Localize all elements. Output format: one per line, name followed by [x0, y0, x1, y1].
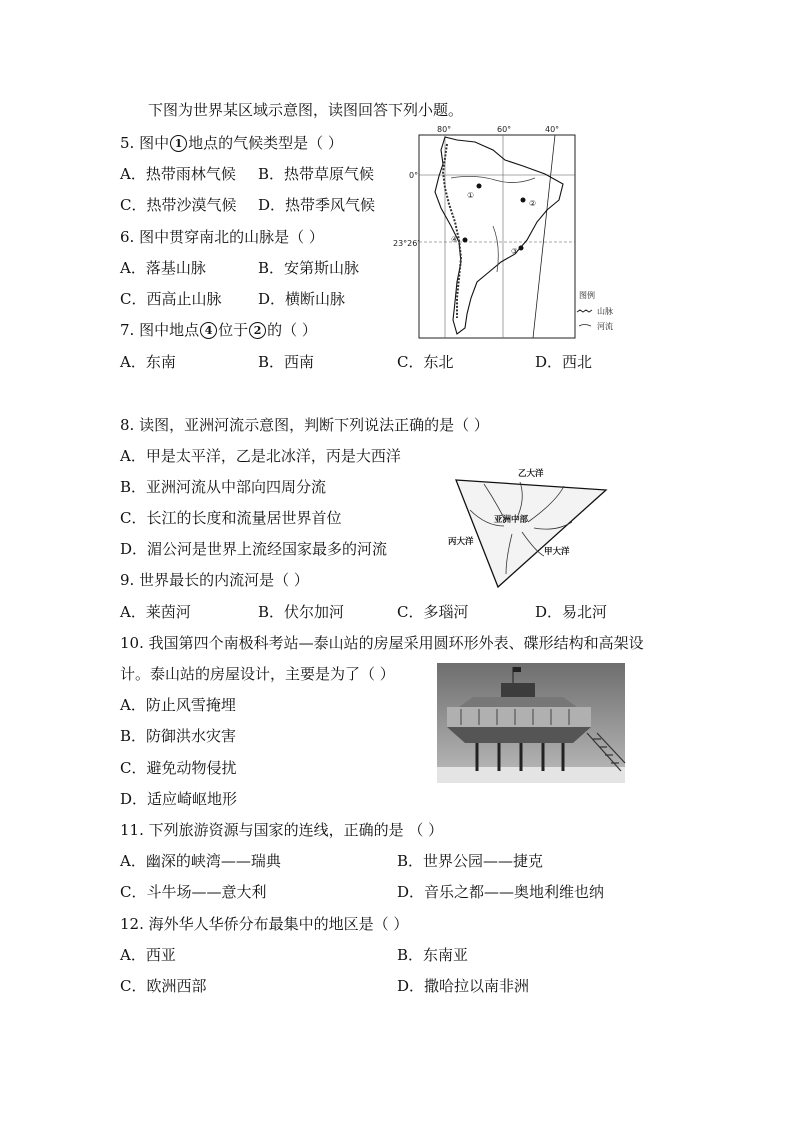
q5-option-b[interactable]: B．热带草原气候 [258, 165, 375, 183]
station-flag [513, 667, 521, 672]
q5-option-c[interactable]: C．热带沙漠气候 [120, 196, 237, 214]
q7-prefix: 7. 图中地点 [120, 321, 200, 339]
q11-option-a[interactable]: A．幽深的峡湾——瑞典 [120, 852, 281, 870]
q9-option-a[interactable]: A．莱茵河 [120, 603, 191, 621]
q6-option-b[interactable]: B．安第斯山脉 [258, 259, 360, 277]
q10-option-d[interactable]: D．适应崎岖地形 [120, 790, 238, 808]
circled-number-1: 1 [170, 135, 187, 152]
q11-option-b[interactable]: B．世界公园——捷克 [397, 852, 544, 870]
point-4-dot [463, 238, 468, 243]
asia-rivers-diagram [446, 462, 611, 592]
point-1-dot [477, 184, 482, 189]
legend-mountain-label: 山脉 [597, 307, 613, 316]
question-10-stem-line1: 10. 我国第四个南极科考站—泰山站的房屋采用圆环形外表、碟形结构和高架设 [120, 634, 644, 652]
andes-mountains [443, 144, 461, 318]
q10-option-a[interactable]: A．防止风雪掩埋 [120, 696, 236, 714]
legend-mountain-symbol [577, 310, 592, 312]
question-7-stem [120, 320, 317, 340]
lon-40-label: 40° [545, 125, 560, 134]
q7-option-a[interactable]: A．东南 [120, 353, 176, 371]
q10-option-b[interactable]: B．防御洪水灾害 [120, 727, 237, 745]
point-4-label: ④ [451, 235, 459, 244]
question-9-stem: 9. 世界最长的内流河是（ ） [120, 571, 309, 589]
q10-option-c[interactable]: C．避免动物侵扰 [120, 759, 237, 777]
south-america-map [393, 122, 615, 342]
lon-60-label: 60° [497, 125, 512, 134]
question-6-stem: 6. 图中贯穿南北的山脉是（ ） [120, 228, 324, 246]
q7-option-c[interactable]: C．东北 [397, 353, 454, 371]
question-10-stem-line2: 计。泰山站的房屋设计，主要是为了（ ） [120, 665, 395, 683]
station-roof [459, 697, 577, 707]
q6-option-d[interactable]: D．横断山脉 [258, 290, 346, 308]
q12-option-c[interactable]: C．欧洲西部 [120, 977, 207, 995]
question-5-stem [120, 133, 343, 153]
intro-text: 下图为世界某区域示意图，读图回答下列小题。 [148, 101, 464, 119]
point-1-label: ① [467, 191, 475, 200]
q5-prefix: 5. 图中 [120, 134, 170, 152]
q12-option-b[interactable]: B．东南亚 [397, 946, 469, 964]
q9-option-d[interactable]: D．易北河 [535, 603, 608, 621]
q6-option-a[interactable]: A．落基山脉 [120, 259, 206, 277]
q7-option-b[interactable]: B．西南 [258, 353, 315, 371]
equator-label: 0° [409, 171, 419, 180]
question-8-stem: 8. 读图，亚洲河流示意图，判断下列说法正确的是（ ） [120, 416, 489, 434]
q9-option-c[interactable]: C．多瑙河 [397, 603, 469, 621]
q9-option-b[interactable]: B．伏尔加河 [258, 603, 345, 621]
legend-river-label: 河流 [597, 322, 613, 331]
q11-option-c[interactable]: C．斗牛场——意大利 [120, 883, 267, 901]
question-11-stem: 11. 下列旅游资源与国家的连线，正确的是 （ ） [120, 821, 444, 839]
parana-river [493, 226, 498, 272]
station-underside [447, 727, 591, 743]
circled-number-4: 4 [200, 322, 217, 339]
station-dome [501, 683, 535, 697]
q8-option-a[interactable]: A．甲是太平洋，乙是北冰洋，丙是大西洋 [120, 447, 401, 465]
point-2-label: ② [529, 199, 537, 208]
point-3-label: ③ [511, 247, 519, 256]
q12-option-a[interactable]: A．西亚 [120, 946, 176, 964]
taishan-station-photo [437, 663, 625, 783]
q7-option-d[interactable]: D．西北 [535, 353, 593, 371]
q8-option-b[interactable]: B．亚洲河流从中部向四周分流 [120, 478, 327, 496]
q8-option-d[interactable]: D．湄公河是世界上流经国家最多的河流 [120, 540, 388, 558]
ocean-yi-label: 乙大洋 [518, 469, 544, 479]
center-asia-label: 亚洲中部 [494, 515, 529, 525]
q7-suffix: 的（ ） [267, 321, 317, 339]
lon-80-label: 80° [437, 125, 452, 134]
asia-triangle [456, 480, 606, 587]
point-3-dot [519, 246, 524, 251]
q8-option-c[interactable]: C．长江的长度和流量居世界首位 [120, 509, 342, 527]
legend-title: 图例 [579, 291, 595, 300]
point-2-dot [521, 198, 526, 203]
photo-snow [437, 767, 625, 783]
q5-option-d[interactable]: D．热带季风气候 [258, 196, 376, 214]
q11-option-d[interactable]: D．音乐之都——奥地利维也纳 [397, 883, 605, 901]
question-12-stem: 12. 海外华人华侨分布最集中的地区是（ ） [120, 915, 409, 933]
q7-mid: 位于 [218, 321, 249, 339]
q5-suffix: 地点的气候类型是（ ） [188, 134, 343, 152]
amazon-river [451, 176, 535, 182]
tropic-label: 23°26′ [393, 239, 420, 248]
ocean-jia-label: 甲大洋 [544, 547, 570, 557]
q12-option-d[interactable]: D．撒哈拉以南非洲 [397, 977, 530, 995]
meridian-40 [533, 135, 555, 338]
q5-option-a[interactable]: A．热带雨林气候 [120, 165, 236, 183]
ocean-bing-label: 丙大洋 [448, 537, 474, 547]
q6-option-c[interactable]: C．西高止山脉 [120, 290, 222, 308]
circled-number-2: 2 [249, 322, 266, 339]
legend-river-symbol [579, 325, 591, 327]
